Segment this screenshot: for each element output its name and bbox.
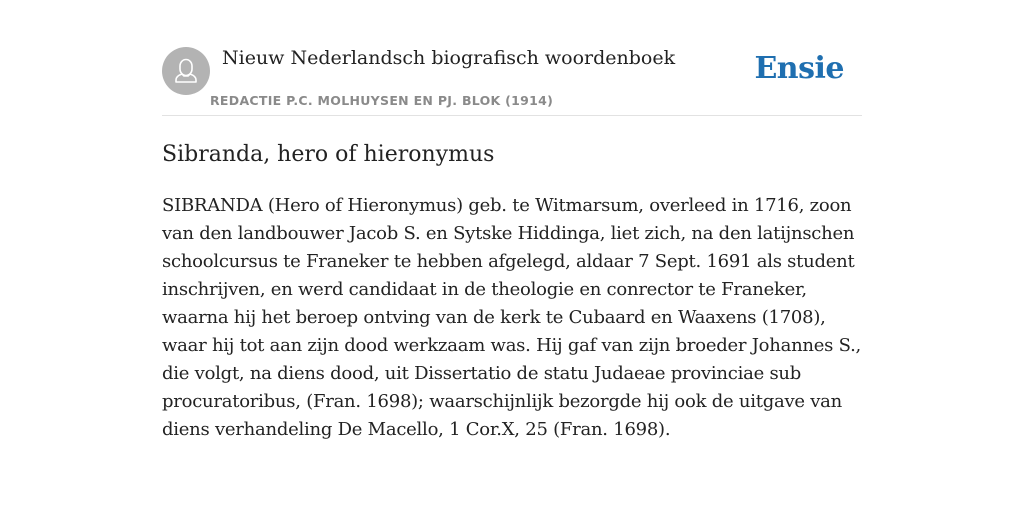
source-avatar [162, 47, 210, 95]
source-subtitle: REDACTIE P.C. MOLHUYSEN EN PJ. BLOK (1914) [210, 93, 554, 108]
page-header [162, 0, 862, 116]
entry-title: Sibranda, hero of hieronymus [162, 142, 495, 167]
ensie-logo[interactable]: Ensie [754, 51, 844, 86]
entry-body: SIBRANDA (Hero of Hieronymus) geb. te Witmarsum, overleed in 1716, zoon van den landbouwer Jacob S. en Sytske Hiddinga, liet zich, na den latijnschen schoolcursus te Franeker te hebben afgelegd, aldaar 7 Sept. 1691 als student inschrijven, en werd candidaat in de theologie en conrector te Franeker, waarna hij het beroep ontving van de kerk te Cubaard en Waaxens (1708), waar hij tot aan zijn dood werkzaam was. Hij gaf van zijn broeder Johannes S., die volgt, na diens dood, uit Dissertatio de statu Judaeae provinciae sub procuratoribus, (Fran. 1698); waarschijnlijk bezorgde hij ook de uitgave van diens verhandeling De Macello, 1 Cor.X, 25 (Fran. 1698). [162, 195, 862, 440]
user-icon [162, 47, 210, 95]
source-title[interactable]: Nieuw Nederlandsch biografisch woordenboek [222, 47, 676, 69]
